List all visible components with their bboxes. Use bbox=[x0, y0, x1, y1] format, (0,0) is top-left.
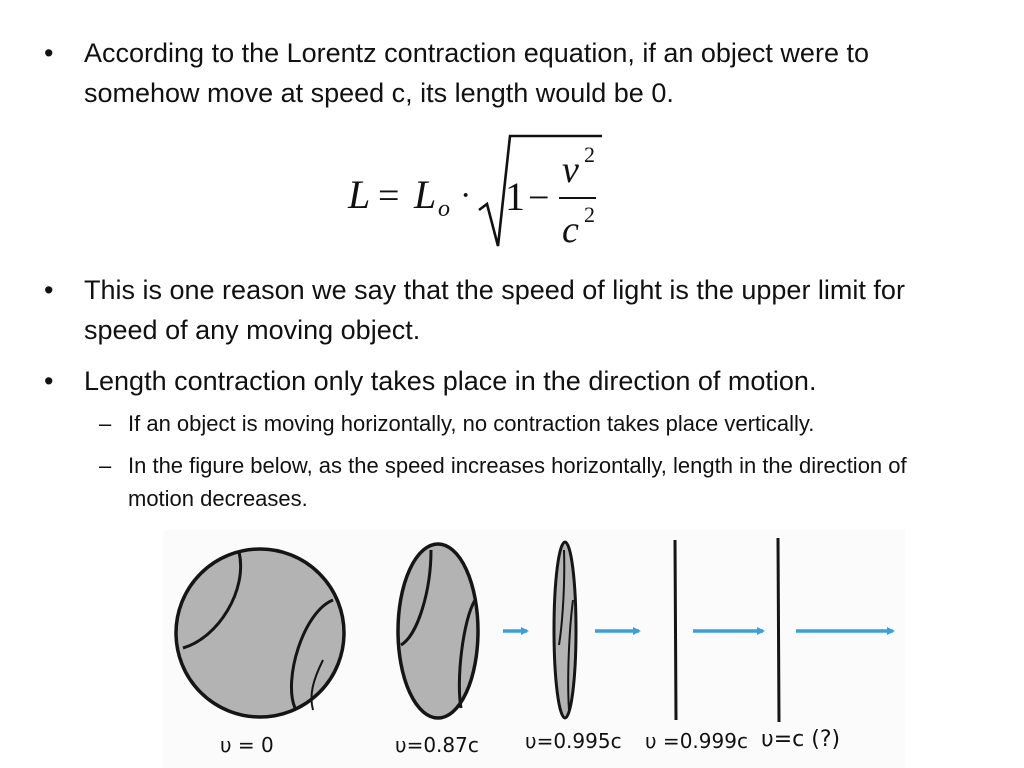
formula-lhs: L bbox=[348, 172, 371, 217]
lorentz-formula bbox=[340, 130, 620, 255]
formula-dot: · bbox=[460, 177, 472, 214]
bullet-lorentz-equation: • According to the Lorentz contraction equation, if an object were to somehow move at speed c, its length would be 0. bbox=[84, 33, 984, 113]
bullet-speed-limit: • This is one reason we say that the speed of light is the upper limit for speed of any moving object. bbox=[84, 270, 964, 350]
subbullet-no-vertical-contraction: – If an object is moving horizontally, no contraction takes place vertically. bbox=[128, 407, 988, 440]
label-0-87c: υ=0.87c bbox=[395, 733, 479, 757]
subbullet-figure-description: – In the figure below, as the speed increases horizontally, length in the direction of motion decreases. bbox=[128, 449, 928, 515]
formula-one: 1 bbox=[505, 174, 525, 219]
label-c: υ=c (?) bbox=[761, 727, 841, 752]
formula-denominator-exponent: 2 bbox=[584, 202, 595, 227]
formula-l0: L bbox=[414, 172, 437, 217]
bullet-direction-of-motion: • Length contraction only takes place in the direction of motion. bbox=[84, 361, 984, 401]
label-0-999c: υ =0.999c bbox=[645, 729, 748, 753]
ball-0-87c bbox=[398, 544, 478, 718]
contraction-figure bbox=[163, 530, 905, 768]
ball-0-999c bbox=[675, 540, 676, 720]
ball-speed-c bbox=[778, 538, 779, 722]
formula-denominator: c bbox=[562, 209, 579, 251]
formula-l0-subscript: o bbox=[438, 196, 450, 222]
formula-equals: = bbox=[378, 175, 400, 217]
formula-numerator: v bbox=[562, 149, 579, 191]
formula-numerator-exponent: 2 bbox=[584, 142, 595, 167]
label-0-995c: υ=0.995c bbox=[525, 729, 622, 753]
label-rest: υ = 0 bbox=[220, 733, 274, 757]
formula-minus: − bbox=[528, 177, 550, 219]
ball-at-rest bbox=[176, 549, 344, 717]
ball-0-995c bbox=[554, 542, 576, 718]
